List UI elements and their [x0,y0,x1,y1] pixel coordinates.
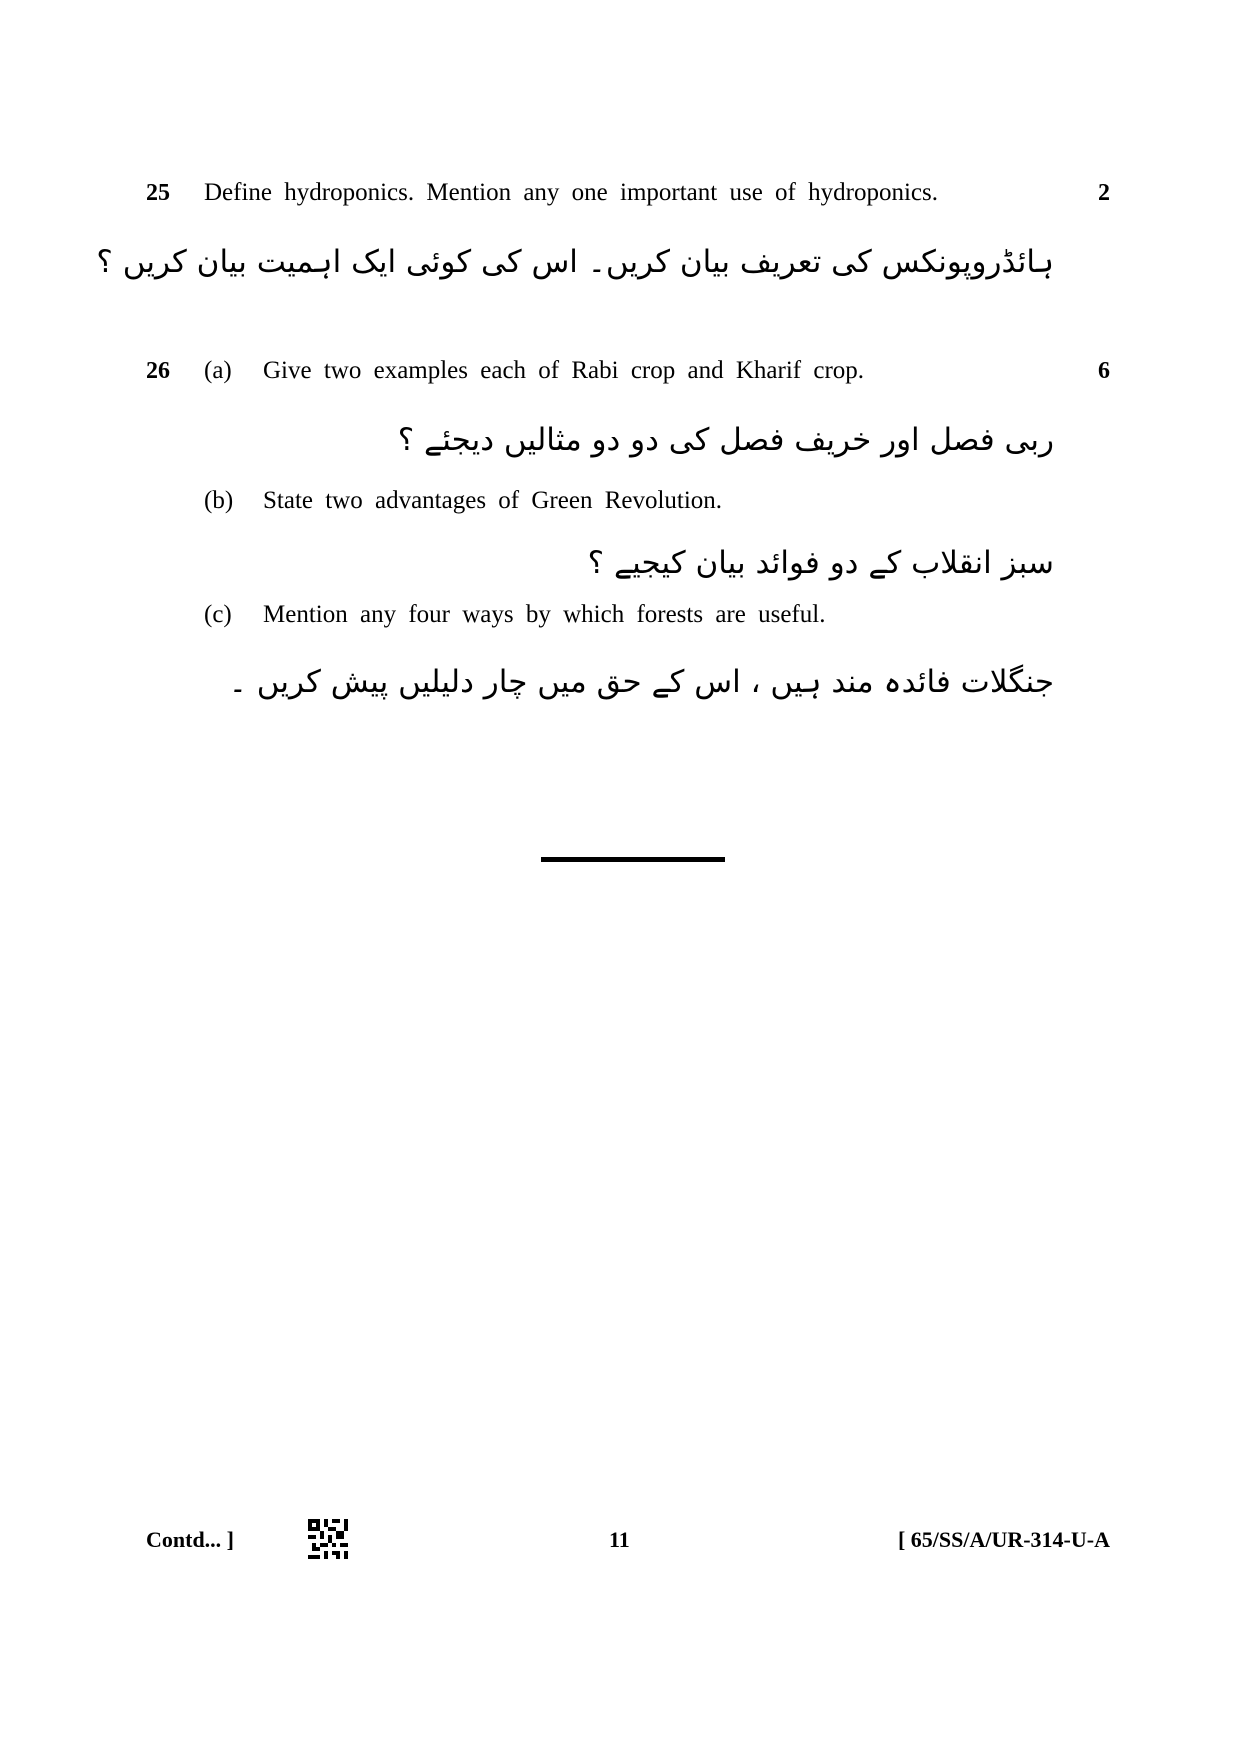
question-26-number: 26 [146,358,170,384]
question-26a-label: (a) [204,357,232,384]
question-25-english: Define hydroponics. Mention any one important use of hydroponics. [204,179,938,206]
page-number: 11 [609,1527,630,1552]
question-26b-urdu: سبز انقلاب کے دو فوائد بیان کیجیے ؟ [587,545,1054,581]
question-26a-english: Give two examples each of Rabi crop and Kharif crop. [263,357,865,384]
question-26-marks: 6 [1098,358,1110,384]
question-25-urdu: ہائڈروپونکس کی تعریف بیان کریں۔ اس کی کوئی ایک اہمیت بیان کریں ؟ [96,244,1054,280]
question-26c-english: Mention any four ways by which forests are useful. [263,601,826,628]
question-26a-urdu: ربی فصل اور خریف فصل کی دو دو مثالیں دیجئے ؟ [397,422,1054,458]
question-26b-english: State two advantages of Green Revolution. [263,487,723,514]
question-26c-urdu: جنگلات فائدہ مند ہیں ، اس کے حق میں چار دلیلیں پیش کریں ۔ [228,664,1054,700]
question-25-marks: 2 [1098,180,1110,206]
footer-contd: Contd... ] [146,1527,235,1552]
question-26c-label: (c) [204,601,232,628]
question-26b-label: (b) [204,487,234,514]
end-divider [541,857,725,862]
question-25-number: 25 [146,180,170,206]
qr-code-icon [308,1519,348,1559]
paper-code: [ 65/SS/A/UR-314-U-A [897,1527,1110,1552]
